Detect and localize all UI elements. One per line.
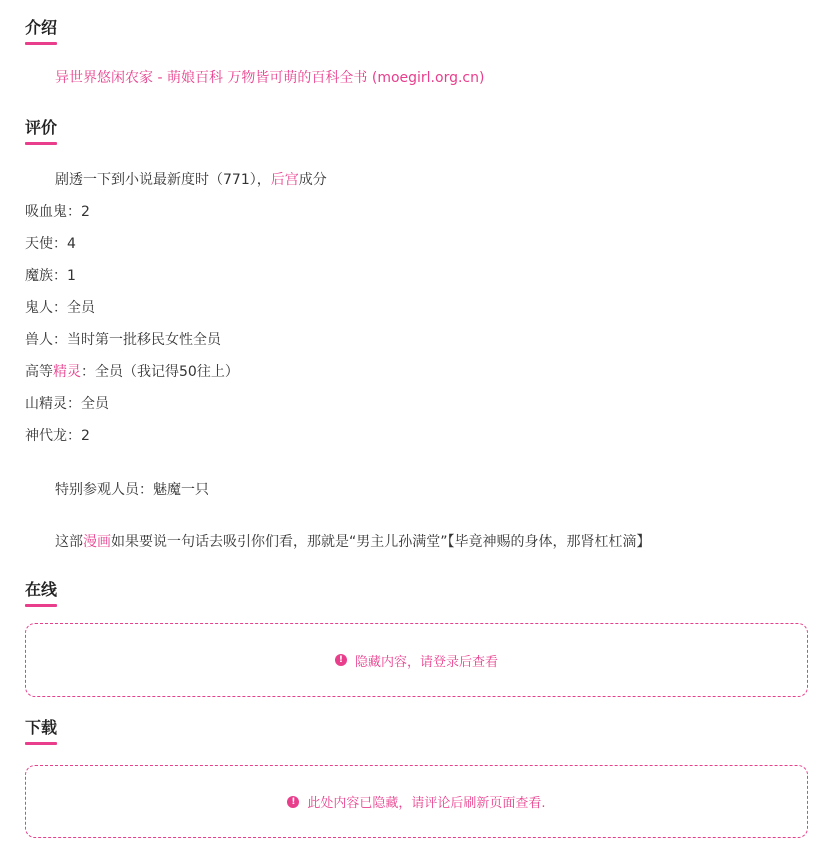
login-notice[interactable]: 隐藏内容，请登录后查看 <box>354 654 498 670</box>
list-item <box>25 234 76 254</box>
download-hidden-content-box <box>25 765 808 838</box>
list-item <box>25 330 221 350</box>
list-item <box>25 298 95 318</box>
item-value: 1 <box>67 268 76 284</box>
heading-underline <box>25 604 57 607</box>
item-label: 山精灵： <box>25 396 81 412</box>
item-value: 当时第一批移民女性全员 <box>67 332 221 348</box>
harem-link[interactable]: 后宫 <box>270 172 299 188</box>
list-item <box>25 202 90 222</box>
section-title: 介绍 <box>25 18 58 37</box>
summary-prefix: 这部 <box>55 534 83 550</box>
list-item <box>25 362 239 382</box>
online-hidden-content-box <box>25 623 808 697</box>
elf-link[interactable]: 精灵 <box>53 364 81 380</box>
heading-underline <box>25 42 57 45</box>
section-heading-intro <box>25 18 57 45</box>
moegirl-wiki-link[interactable]: 异世界悠闲农家 - 萌娘百科 万物皆可萌的百科全书 (moegirl.org.cn) <box>55 70 485 86</box>
item-value: 4 <box>67 236 76 252</box>
spoiler-suffix: 成分 <box>298 172 327 188</box>
section-heading-online <box>25 580 57 607</box>
item-label: 天使： <box>25 236 67 252</box>
item-value: 全员 <box>81 396 109 412</box>
item-value: ：全员（我记得50往上） <box>81 364 239 380</box>
special-visitor-line: 特别参观人员：魅魔一只 <box>55 482 209 498</box>
list-item <box>25 426 90 446</box>
item-value: 全员 <box>67 300 95 316</box>
heading-underline <box>25 742 57 745</box>
item-label: 神代龙： <box>25 428 81 444</box>
manga-link[interactable]: 漫画 <box>83 534 111 550</box>
item-label: 魔族： <box>25 268 67 284</box>
heading-underline <box>25 142 57 145</box>
list-item <box>25 394 109 414</box>
spoiler-line <box>55 170 327 190</box>
summary-line <box>55 532 651 552</box>
section-heading-download <box>25 718 57 745</box>
exclamation-circle-icon: ! <box>287 796 299 808</box>
list-item <box>25 266 76 286</box>
item-value: 2 <box>81 428 90 444</box>
section-title: 在线 <box>25 580 58 599</box>
spoiler-prefix: 剧透一下到小说最新度时（771）， <box>55 172 271 188</box>
item-label: 兽人： <box>25 332 67 348</box>
section-heading-review <box>25 118 57 145</box>
summary-suffix: 如果要说一句话去吸引你们看，那就是“男主儿孙满堂”【毕竟神赐的身体，那肾杠杠滴】 <box>111 534 651 550</box>
comment-notice: 此处内容已隐藏，请评论后刷新页面查看. <box>307 796 546 811</box>
exclamation-circle-icon: ! <box>335 654 347 666</box>
item-label: 鬼人： <box>25 300 67 316</box>
item-label: 吸血鬼： <box>25 204 81 220</box>
item-label: 高等 <box>25 364 53 380</box>
section-title: 下载 <box>25 718 58 737</box>
item-value: 2 <box>81 204 90 220</box>
section-title: 评价 <box>25 118 58 137</box>
